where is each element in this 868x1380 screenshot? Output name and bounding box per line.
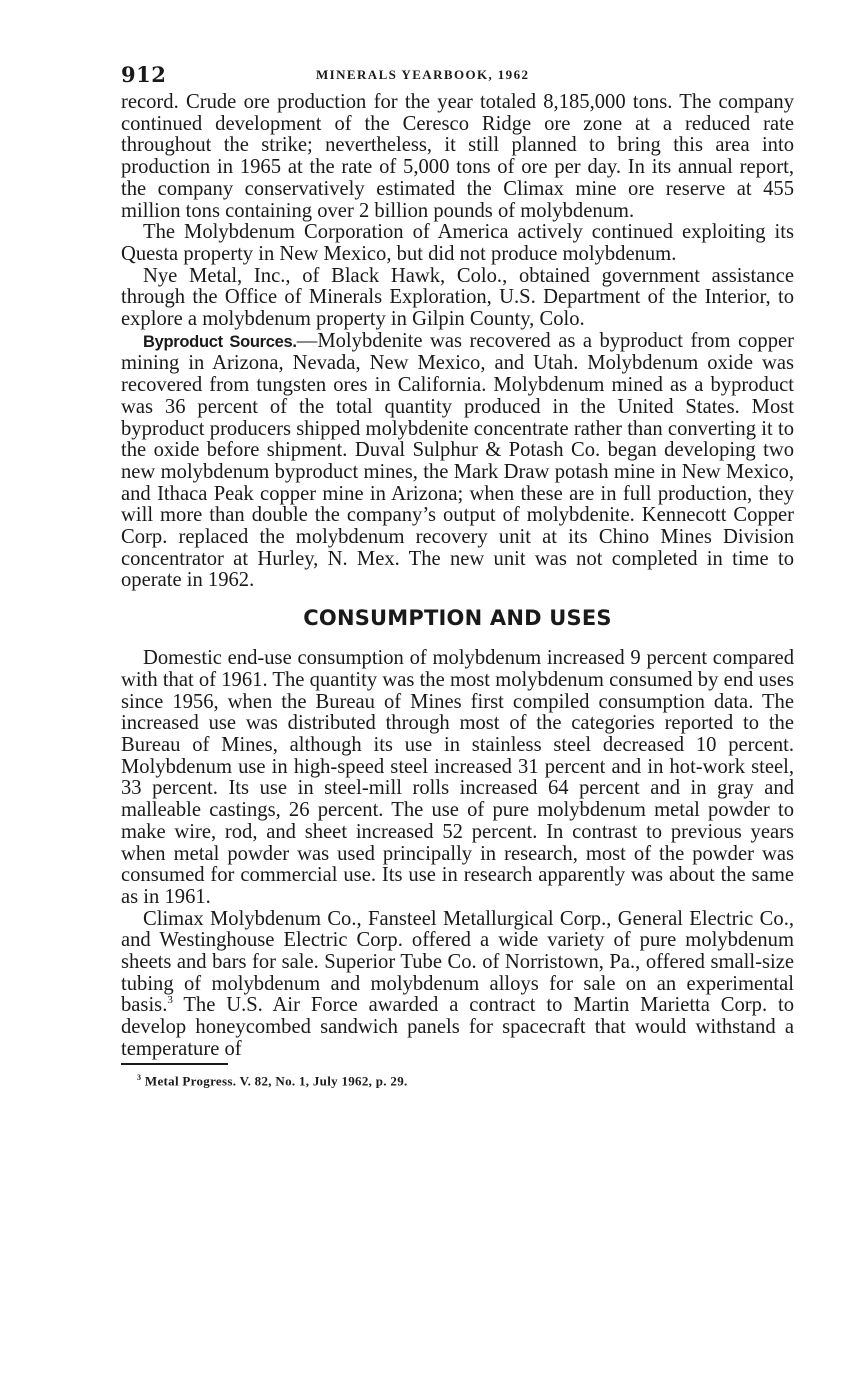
paragraph-byproduct-text: —Molybdenite was recovered as a byproduct from copper mining in Arizona, Nevada, New Mexico, and Utah. Molybdenum oxide was recovered from tungsten ores in California. Molybdenum mined as a byproduct was 36 percent of the total quantity produced in the United States. Most byproduct producers shipped molybdenite concentrate rather than converting it to the oxide before shipment. Duval Sulphur & Potash Co. began developing two new molybdenum byproduct mines, the Mark Draw potash mine in New Mexico, and Ithaca Peak copper mine in Arizona; when these are in full production, they will more than double the company’s output of molybdenite. Kennecott Copper Corp. replaced the molybdenum recovery unit at its Chino Mines Division concentrator at Hurley, N. Mex. The new unit was not completed in time to operate in 1962. — [121, 329, 794, 592]
paragraph-producers — [121, 909, 794, 1061]
footnote-rule — [121, 1063, 228, 1065]
paragraph-climax-continued: record. Crude ore production for the year totaled 8,185,000 tons. The company continued development of the Ceresco Ridge ore zone at a reduced rate throughout the strike; nevertheless, it still planned to bring this area into production in 1965 at the rate of 5,000 tons of ore per day. In its annual report, the company conservatively estimated the Climax mine ore reserve at 455 million tons containing over 2 billion pounds of molybdenum. — [121, 91, 794, 222]
paragraph-producers-text-b: The U.S. Air Force awarded a contract to Martin Marietta Corp. to develop honeycombed sandwich panels for spacecraft that would withstand a temperature of — [121, 994, 794, 1060]
footnote-reference: 3 — [167, 994, 173, 1007]
paragraph-consumption: Domestic end-use consumption of molybdenum increased 9 percent compared with that of 1961. The quantity was the most molybdenum consumed by end uses since 1956, when the Bureau of Mines first compiled consumption data. The increased use was distributed through most of the categories reported to the Bureau of Mines, although its use in stainless steel decreased 10 percent. Molybdenum use in high-speed steel increased 31 percent and in hot-work steel, 33 percent. Its use in steel-mill rolls increased 64 percent and in gray and malleable castings, 26 percent. The use of pure molybdenum metal powder to make wire, rod, and sheet increased 52 percent. In contrast to previous years when metal powder was used principally in research, most of the powder was consumed for commercial use. Its use in research apparently was about the same as in 1961. — [121, 647, 794, 908]
footnote-text: Metal Progress. V. 82, No. 1, July 1962, p. 29. — [144, 1072, 408, 1088]
paragraph-producers-text-a: Climax Molybdenum Co., Fansteel Metallurgical Corp., General Electric Co., and Westinghouse Electric Corp. offered a wide variety of pure molybdenum sheets and bars for sale. Superior Tube Co. of Norristown, Pa., offered small-size tubing of molybdenum and molybdenum alloys for sale on an experimental basis. — [121, 907, 794, 1017]
page-number: 912 — [121, 62, 167, 87]
paragraph-molycorp: The Molybdenum Corporation of America actively continued exploiting its Questa property in New Mexico, but did not produce molybdenum. — [121, 221, 794, 265]
footnote — [121, 1073, 794, 1089]
footnote-marker: 3 — [137, 1072, 142, 1082]
section-heading: CONSUMPTION AND USES — [303, 606, 612, 631]
page-header — [121, 62, 794, 92]
document-page — [121, 62, 794, 1089]
run-in-heading: Byproduct Sources. — [143, 332, 297, 351]
running-head: MINERALS YEARBOOK, 1962 — [316, 67, 530, 82]
paragraph-nye-metal: Nye Metal, Inc., of Black Hawk, Colo., obtained government assistance through the Office of Minerals Exploration, U.S. Department of the Interior, to explore a molybdenum property in Gilpin County, Colo. — [121, 264, 794, 331]
paragraph-byproduct-sources — [121, 331, 794, 592]
